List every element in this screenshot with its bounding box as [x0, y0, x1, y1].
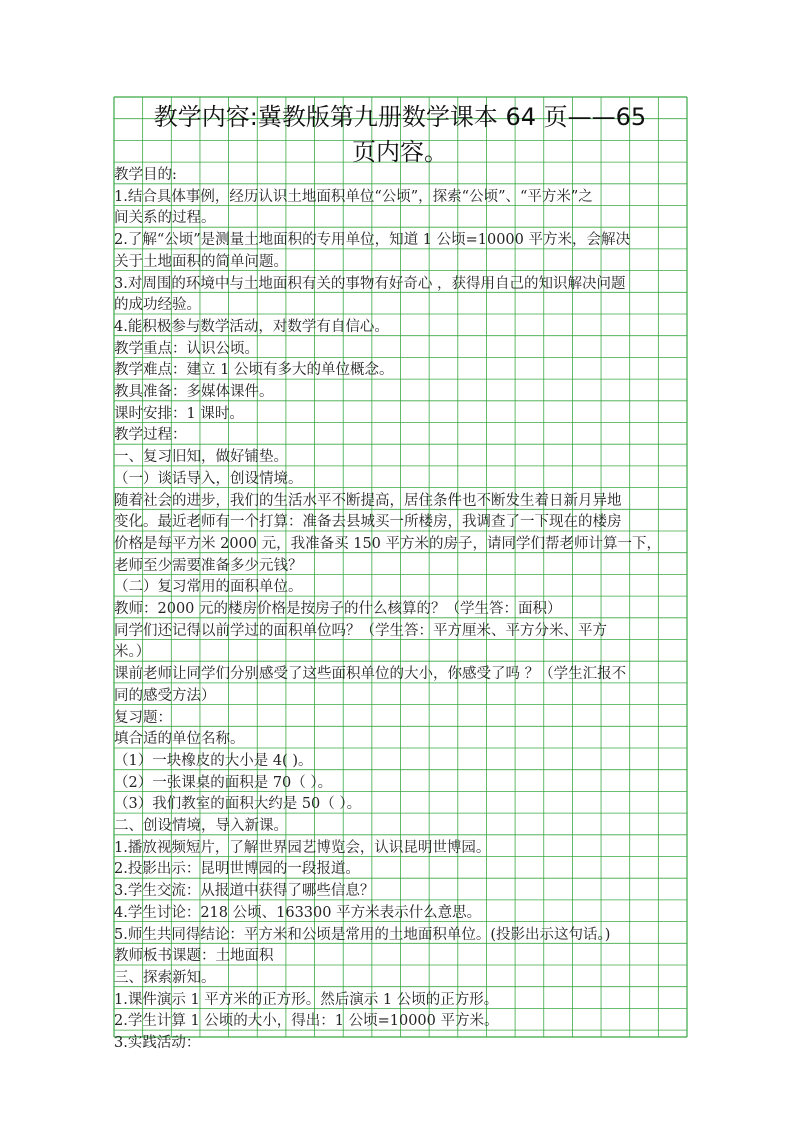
- text-line: 课前老师让同学们分别感受了这些面积单位的大小，你感受了吗 ？（学生汇报不: [114, 666, 627, 683]
- text-line: 1.课件演示 1 平方米的正方形。然后演示 1 公顷的正方形。: [114, 991, 499, 1008]
- text-line: （2）一张课桌的面积是 70（ ）。: [114, 774, 333, 791]
- page-title-line-2: 页内容。: [352, 138, 448, 166]
- text-line: 1.播放视频短片，了解世界园艺博览会，认识昆明世博园。: [114, 839, 491, 856]
- text-line: 变化。最近老师有一个打算：准备去县城买一所楼房，我调查了一下现在的楼房: [114, 514, 622, 531]
- text-line: 间关系的过程。: [114, 210, 216, 227]
- text-line: 5.师生共同得结论：平方米和公顷是常用的土地面积单位。(投影出示这句话。): [114, 926, 611, 943]
- text-line: 教学重点：认识公顷。: [114, 340, 259, 357]
- text-line: 3.对周围的环境中与土地面积有关的事物有好奇心 ，获得用自己的知识解决问题: [114, 275, 626, 292]
- text-line: 的成功经验。: [114, 297, 201, 314]
- text-line: 随着社会的进步，我们的生活水平不断提高，居住条件也不断发生着日新月异地: [114, 492, 622, 509]
- text-line: 2.学生计算 1 公顷的大小，得出：1 公顷=10000 平方米。: [114, 1013, 499, 1030]
- text-line: 教学过程：: [114, 427, 187, 444]
- text-line: 教学目的:: [114, 167, 177, 183]
- text-line: 教具准备：多媒体课件。: [114, 384, 274, 400]
- text-line: 3.实践活动：: [114, 1035, 201, 1051]
- text-line: 4.学生讨论：218 公顷、163300 平方米表示什么意思。: [114, 904, 482, 921]
- text-line: 一、复习旧知，做好铺垫。: [114, 449, 288, 466]
- text-line: 价格是每平方米 2000 元，我准备买 150 平方米的房子，请同学们帮老师计算一下，: [114, 535, 662, 552]
- text-line: 2.了解“公顷”是测量土地面积的专用单位，知道 1 公顷=10000 平方米，会解决: [114, 232, 630, 249]
- text-line: 三、探索新知。: [114, 969, 216, 986]
- text-line: 同的感受方法）: [114, 687, 216, 704]
- text-line: 课时安排：1 课时。: [114, 405, 244, 422]
- page-title-line-1: 教学内容:冀教版第九册数学课本 64 页——65: [153, 103, 647, 131]
- text-line: 教师：2000 元的楼房价格是按房子的什么核算的？（学生答：面积）: [114, 601, 562, 617]
- text-line: 同学们还记得以前学过的面积单位吗？（学生答：平方厘米、平方分米、平方: [114, 622, 607, 639]
- text-line: 二、创设情境，导入新课。: [114, 818, 288, 834]
- text-line: 填合适的单位名称。: [114, 731, 245, 748]
- text-line: 米。）: [114, 644, 151, 661]
- text-line: 3.学生交流：从报道中获得了哪些信息？: [114, 883, 375, 900]
- text-line: 2.投影出示：昆明世博园的一段报道。: [114, 861, 360, 878]
- text-line: 1.结合具体事例，经历认识土地面积单位“公顷”，探索“公顷”、“平方米”之: [114, 188, 593, 205]
- text-line: 教学难点：建立 1 公顷有多大的单位概念。: [114, 362, 394, 379]
- text-line: 教师板书课题：土地面积: [114, 948, 274, 965]
- text-line: 关于土地面积的简单问题。: [114, 253, 288, 270]
- text-line: （3）我们教室的面积大约是 50（ ）。: [114, 796, 362, 813]
- text-line: （1）一块橡皮的大小是 4( )。: [114, 752, 313, 769]
- text-line: 老师至少需要准备多少元钱？: [114, 557, 303, 574]
- text-line: 复习题：: [114, 709, 172, 726]
- text-line: （一）谈话导入，创设情境。: [114, 470, 303, 487]
- text-line: 4.能积极参与数学活动，对数学有自信心。: [114, 318, 389, 335]
- text-line: （二）复习常用的面积单位。: [114, 579, 303, 596]
